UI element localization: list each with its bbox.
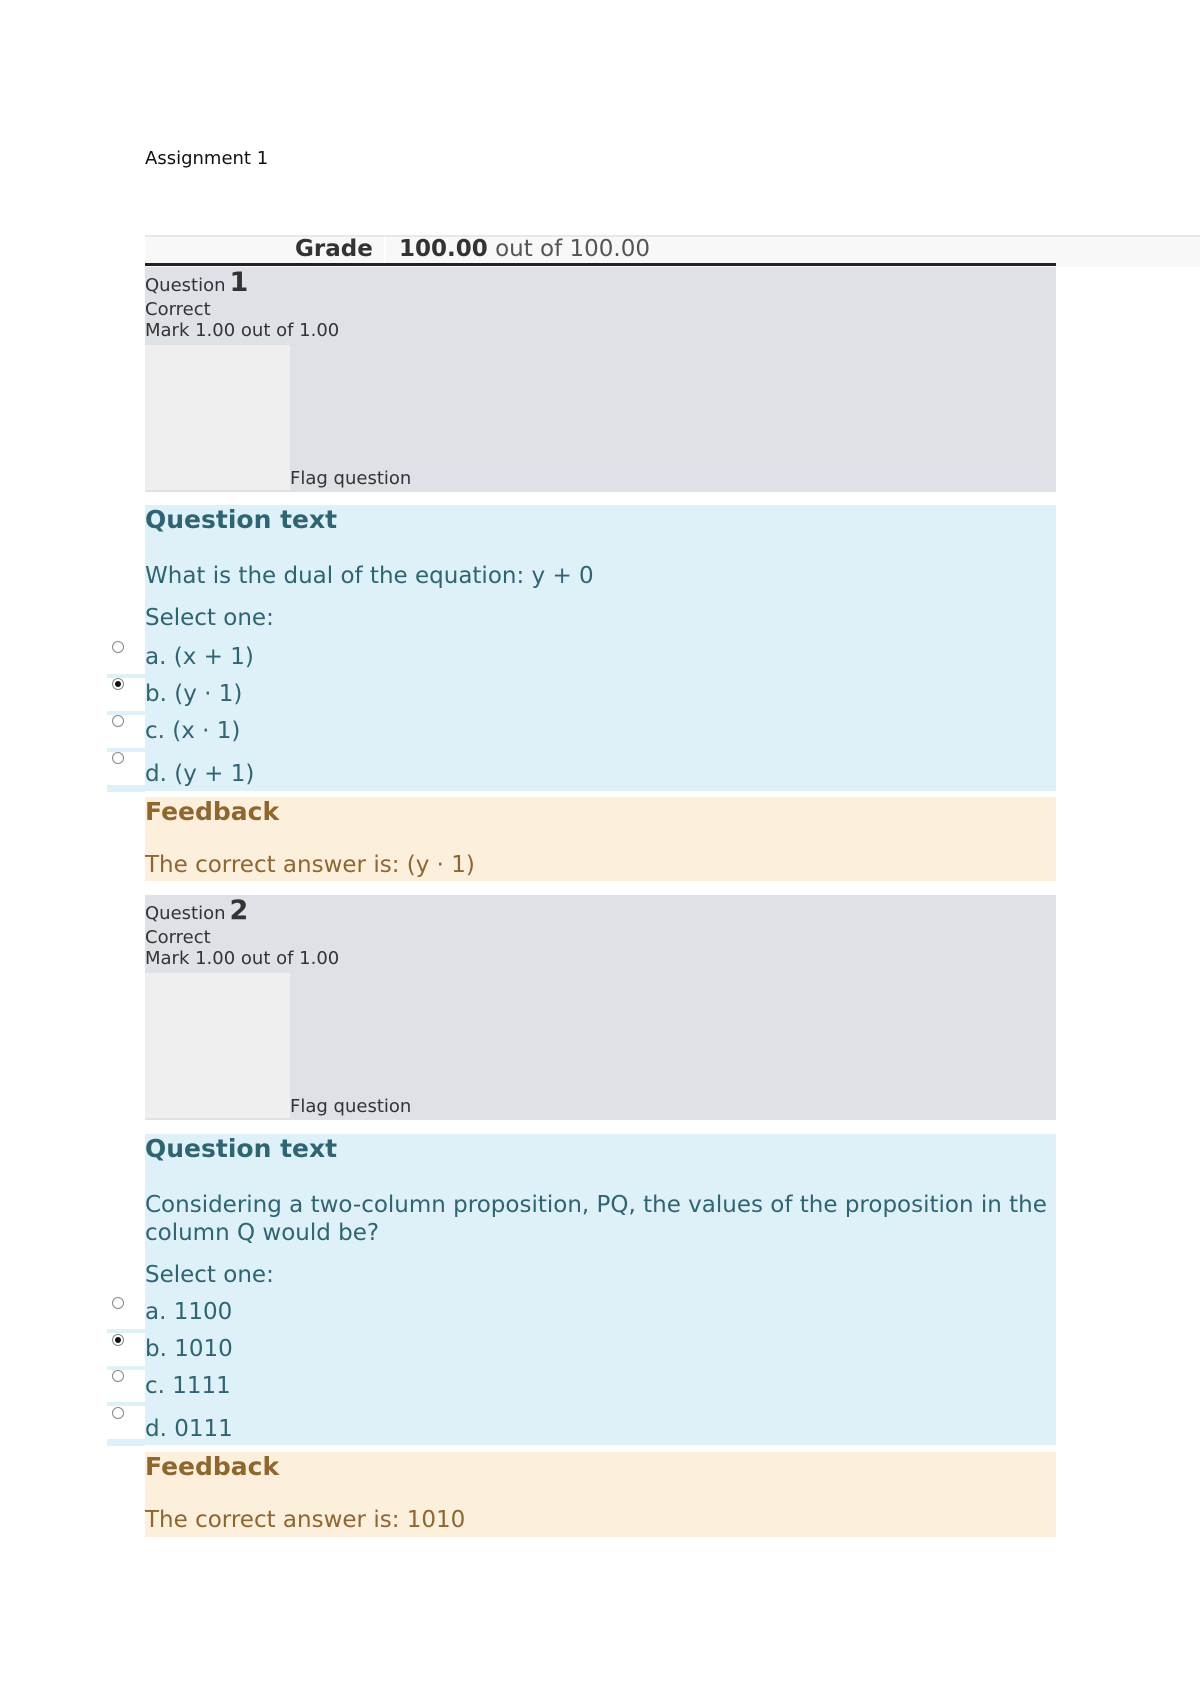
grade-label: Grade (295, 236, 373, 262)
question-mark: Mark 1.00 out of 1.00 (145, 948, 340, 969)
flag-question-link[interactable]: Flag question (290, 468, 412, 489)
select-one-label: Select one: (145, 1262, 274, 1288)
question-prompt: What is the dual of the equation: y + 0 (145, 563, 594, 589)
radio-option-d[interactable] (112, 1407, 124, 1419)
feedback-heading: Feedback (145, 797, 280, 826)
option-divider (107, 1402, 145, 1406)
answer-option-c[interactable]: c. (x ⋅ 1) (145, 718, 241, 744)
select-one-label: Select one: (145, 605, 274, 631)
question-1-radio-column (107, 640, 145, 792)
grade-max: out of 100.00 (495, 236, 651, 262)
option-divider (107, 711, 145, 715)
question-state: Correct (145, 299, 211, 320)
question-prefix: Question (145, 275, 226, 296)
answer-option-b[interactable]: b. 1010 (145, 1336, 233, 1362)
radio-option-b[interactable] (112, 1334, 124, 1346)
question-1-text-block (145, 505, 1056, 791)
answer-option-c[interactable]: c. 1111 (145, 1373, 231, 1399)
feedback-heading: Feedback (145, 1452, 280, 1481)
question-1-feedback (145, 797, 1056, 881)
answer-option-a[interactable]: a. 1100 (145, 1299, 233, 1325)
question-mark: Mark 1.00 out of 1.00 (145, 320, 340, 341)
question-prefix: Question (145, 903, 226, 924)
answer-option-b[interactable]: b. (y ⋅ 1) (145, 681, 243, 707)
answer-option-a[interactable]: a. (x + 1) (145, 644, 254, 670)
radio-option-a[interactable] (112, 641, 124, 653)
answer-option-d[interactable]: d. 0111 (145, 1416, 233, 1442)
question-2-feedback (145, 1452, 1056, 1537)
option-divider (107, 748, 145, 752)
question-1-info (145, 267, 1056, 492)
question-text-heading: Question text (145, 505, 338, 534)
option-divider (107, 674, 145, 678)
question-2-radio-column (107, 1296, 145, 1446)
question-info-side-panel (145, 345, 290, 490)
option-divider (107, 1329, 145, 1333)
question-number (145, 895, 248, 926)
radio-option-c[interactable] (112, 715, 124, 727)
question-2-info (145, 895, 1056, 1120)
grade-score: 100.00 (399, 236, 488, 262)
question-number-value: 2 (229, 895, 249, 926)
grade-value (399, 236, 650, 262)
grade-divider (384, 237, 386, 263)
question-info-side-panel (145, 973, 290, 1118)
radio-option-a[interactable] (112, 1297, 124, 1309)
radio-option-b[interactable] (112, 678, 124, 690)
radio-option-c[interactable] (112, 1370, 124, 1382)
option-divider (107, 785, 145, 792)
option-divider (107, 1366, 145, 1370)
radio-option-d[interactable] (112, 752, 124, 764)
feedback-text: The correct answer is: (y ⋅ 1) (145, 852, 475, 878)
question-number-value: 1 (229, 267, 249, 298)
question-text-heading: Question text (145, 1134, 338, 1163)
page-title: Assignment 1 (145, 148, 269, 169)
question-number (145, 267, 248, 298)
question-state: Correct (145, 927, 211, 948)
question-2-text-block (145, 1134, 1056, 1445)
feedback-text: The correct answer is: 1010 (145, 1507, 466, 1533)
grade-underline (145, 263, 1056, 266)
answer-option-d[interactable]: d. (y + 1) (145, 761, 255, 787)
option-divider (107, 1439, 145, 1446)
flag-question-link[interactable]: Flag question (290, 1096, 412, 1117)
question-prompt: Considering a two-column proposition, PQ, the values of the proposition in the column Q would be? (145, 1192, 1047, 1246)
